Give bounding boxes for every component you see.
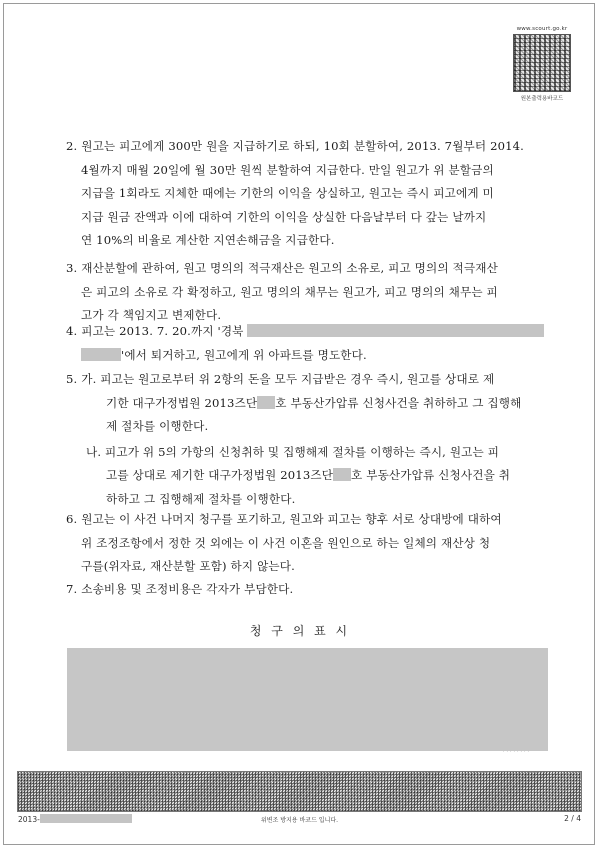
qr-label: 원본출력용바코드	[520, 96, 564, 102]
redacted-case-number	[333, 468, 351, 481]
clause-3	[66, 257, 498, 328]
clause-line: 호 부동산가압류 신청사건을 취	[351, 468, 511, 482]
clause-7	[66, 578, 293, 602]
clause-line: 구를(위자료, 재산분할 포함) 하지 않는다.	[81, 559, 295, 573]
clause-number: 7.	[66, 582, 78, 596]
clause-line: 고를 상대로 제기한 대구가정법원 2013즈단	[106, 468, 334, 482]
qr-code-icon	[513, 34, 571, 92]
clause-number: 2.	[66, 139, 78, 153]
clause-6	[66, 508, 502, 579]
clause-4	[66, 320, 544, 367]
sub-label: 나.	[86, 444, 102, 459]
clause-line: 원고는 이 사건 나머지 청구를 포기하고, 원고와 피고는 향후 서로 상대방에 대하여	[81, 512, 502, 526]
page-number: 2 / 4	[564, 814, 581, 823]
qr-block	[512, 26, 572, 102]
clause-line: 4월까지 매월 20일에 월 30만 원씩 분할하여 지급한다. 만일 원고가 위 분할금의	[81, 162, 494, 177]
clause-line: 위 조정조항에서 정한 것 외에는 이 사건 이혼을 원인으로 하는 일체의 재산상 청	[81, 535, 491, 550]
redacted-claim-content	[67, 648, 548, 751]
clause-2	[66, 135, 524, 253]
clause-line: 제 절차를 이행한다.	[106, 419, 209, 433]
clause-line: 피고는 2013. 7. 20.까지 '경북	[81, 324, 244, 338]
clause-number: 5.	[66, 372, 78, 386]
claim-heading: 청 구 의 표 시	[249, 624, 351, 638]
clause-line: 지급을 1회라도 지체한 때에는 기한의 이익을 상실하고, 원고는 즉시 피고에게 미	[81, 186, 494, 200]
clause-line: '에서 퇴거하고, 원고에게 위 아파트를 명도한다.	[121, 347, 367, 362]
clause-5	[66, 368, 521, 511]
clause-line: 재산분할에 관하여, 원고 명의의 적극재산은 원고의 소유로, 피고 명의의 적극재산	[81, 261, 498, 275]
clause-line: 고가 각 책임지고 변제한다.	[81, 308, 222, 322]
footer-note: 위변조 방지용 바코드 입니다.	[260, 817, 339, 824]
clause-line: 하하고 그 집행해제 절차를 이행한다.	[106, 491, 296, 506]
clause-line: 원고는 피고에게 300만 원을 지급하기로 하되, 10회 분할하여, 2013. 7월부터 2014.	[81, 139, 525, 153]
watermark-stamp: · · · · · · · ·	[502, 749, 530, 755]
qr-url: www.scourt.go.kr	[516, 26, 568, 32]
redacted-address	[81, 348, 121, 361]
clause-line: 피고가 위 5의 가항의 신청취하 및 집행해제 절차를 이행하는 즉시, 원고는 피	[105, 444, 500, 459]
clause-line: 소송비용 및 조정비용은 각자가 부담한다.	[81, 582, 294, 596]
redacted-case-number	[257, 396, 275, 409]
clause-line: 기한 대구가정법원 2013즈단	[106, 395, 258, 410]
clause-line: 지급 원금 잔액과 이에 대하여 기한의 이익을 상실한 다음날부터 다 갚는 날까지	[81, 209, 487, 224]
clause-number: 6.	[66, 512, 78, 526]
security-barcode-icon	[17, 771, 582, 812]
clause-line: 연 10%의 비율로 계산한 지연손해금을 지급한다.	[81, 233, 335, 247]
redacted-address	[247, 324, 544, 337]
sub-label: 가.	[81, 372, 97, 386]
clause-line: 호 부동산가압류 신청사건을 취하하고 그 집행해	[275, 395, 522, 410]
clause-line: 은 피고의 소유로 각 확정하고, 원고 명의의 채무는 원고가, 피고 명의의 채무는 피	[81, 284, 498, 299]
clause-line: 피고는 원고로부터 위 2항의 돈을 모두 지급받은 경우 즉시, 원고를 상대로 제	[100, 372, 495, 386]
clause-number: 4.	[66, 324, 78, 338]
footer	[18, 814, 581, 826]
case-number: 2013-	[18, 814, 132, 824]
clause-number: 3.	[66, 261, 78, 275]
